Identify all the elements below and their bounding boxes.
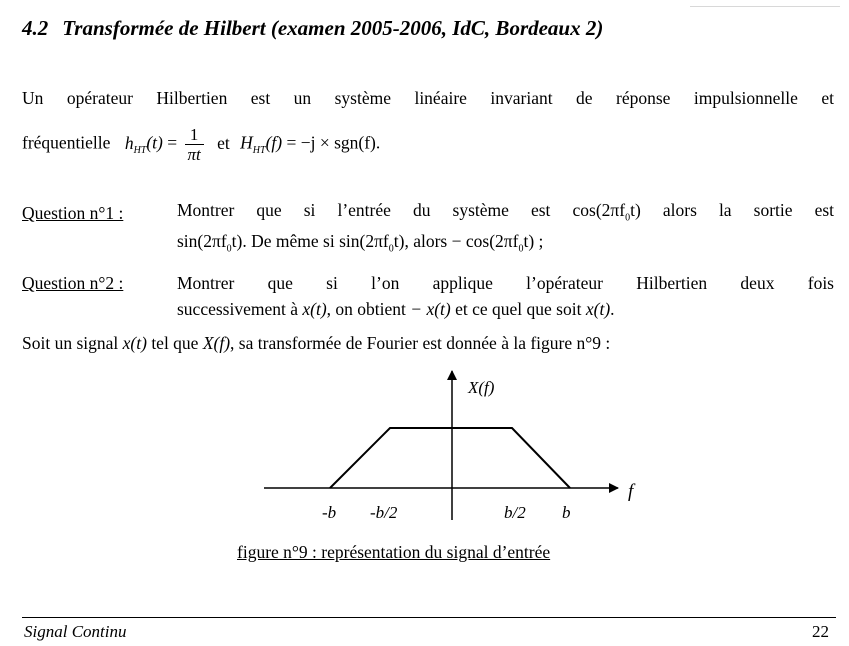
signal-text-a: Soit un signal [22,333,119,353]
intro-line-1: Un opérateur Hilbertien est un système linéaire invariant de réponse impulsionnelle et [22,88,834,108]
question-1-tail: alors la sortie est [662,200,835,220]
question-2-text-b: , on obtient [326,299,406,319]
sine-input: $\sin(2\pi f_0t)$ [339,231,405,255]
impulse-response-subscript: HT [133,145,147,157]
frequency-response-subscript: HT [252,145,266,157]
footer-title: Signal Continu [24,622,127,641]
tick-label-b-half: b/2 [504,503,526,522]
equals-sign: = [167,132,178,153]
section-title: Transformée de Hilbert (examen 2005-2006, IdC, Bordeaux 2) [62,16,604,40]
intro-line-2-text: fréquentielle [22,132,111,153]
figure-caption: figure n°9 : représentation du signal d’entrée [237,542,551,562]
section-number: 4.2 [22,16,49,40]
signal-text-b: tel que [151,333,199,353]
x-axis-label: f [628,481,634,502]
question-1-label: Question n°1 : [22,203,124,223]
signal-text-c: , sa transformée de Fourier est donnée à la figure n°9 : [230,333,611,353]
page-number: 22 [812,622,829,641]
impulse-response-symbol: h [124,132,134,153]
question-2-line-1: Montrer que si l’on applique l’opérateur Hilbertien deux fois [177,273,834,293]
question-1-end: ; [538,231,544,251]
signal-x: x(t) [122,333,147,353]
cosine-input: $\cos(2\pi f_0t)$ [572,200,641,224]
frequency-response-rhs: = −j × sgn(f). [286,132,381,153]
question-2-end: . [610,299,615,319]
fraction-numerator: 1 [185,125,204,145]
spectrum-trapezoid [330,428,570,488]
signal-X-of-f: X(f) [202,333,231,353]
impulse-response-arg: (t) [146,132,163,153]
tick-label-b: b [562,503,571,522]
footer-rule [22,617,836,618]
conjunction-et: et [217,132,230,153]
question-2-text-c: et ce quel que soit [455,299,582,319]
question-1-text-2: . De même si [242,231,335,251]
tick-label-minus-b-half: -b/2 [370,503,398,522]
frequency-response-arg: (f) [265,132,283,153]
negative-cosine-output: − $\cos(2\pi f_0t)$ [451,231,535,255]
question-1-text-3: , alors [404,231,448,251]
signal-x-of-t-2: x(t) [585,299,611,319]
signal-x-of-t: x(t) [302,299,327,319]
question-1-text: Montrer que si l’entrée du système est [177,200,551,220]
fraction-denominator: πt [187,145,201,164]
tick-label-minus-b: -b [322,503,337,522]
question-2-text-a: successivement à [177,299,298,319]
frequency-response-symbol: H [240,132,253,153]
y-axis-label: X(f) [468,378,495,397]
negative-signal: − x(t) [410,299,451,319]
sine-output: $\sin(2\pi f_0t)$ [177,231,243,255]
question-2-label: Question n°2 : [22,273,124,293]
